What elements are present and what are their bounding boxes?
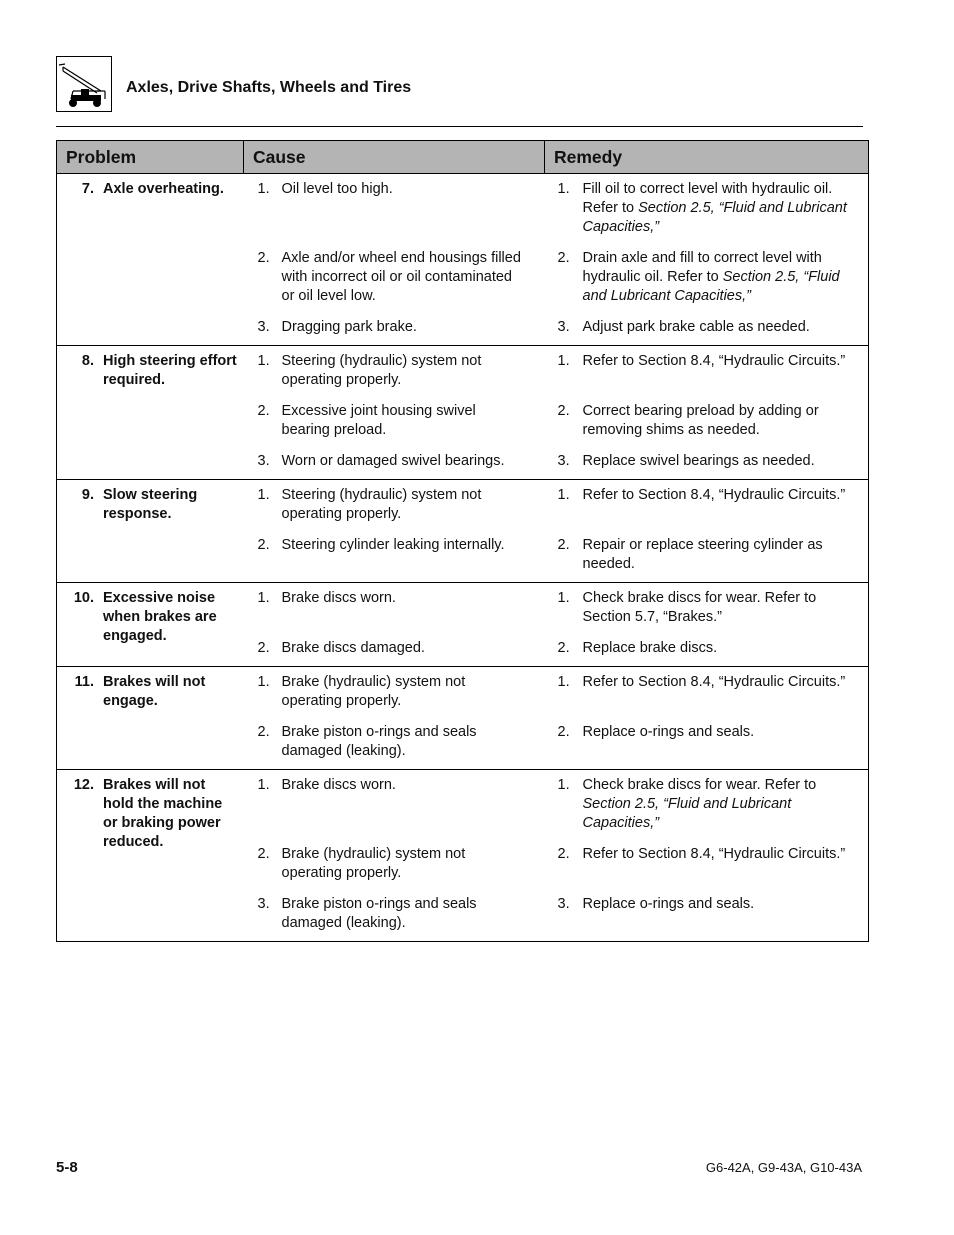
cause-item — [244, 845, 545, 883]
cause-item — [244, 452, 545, 471]
remedy-item — [545, 776, 869, 833]
remedy-cell — [545, 440, 869, 480]
problem-entry — [57, 486, 244, 524]
problem-entry — [57, 589, 244, 646]
remedy-text — [583, 845, 846, 864]
remedy-item — [545, 536, 869, 574]
remedy-body: Drain axle and fill to correct level with hydraulic oil. Refer to — [582, 250, 822, 285]
cause-text: Brake piston o-rings and seals damaged (leaking). — [281, 896, 477, 931]
remedy-cell — [545, 711, 869, 770]
remedy-item — [545, 845, 869, 864]
remedy-item — [545, 402, 869, 440]
remedy-body: Check brake discs for wear. Refer to — [582, 777, 817, 793]
remedy-number: 3. — [557, 319, 570, 335]
remedy-cell — [545, 174, 869, 238]
remedy-text — [583, 776, 861, 833]
problem-number: 12. — [73, 777, 94, 793]
cause-number: 1. — [257, 674, 270, 690]
remedy-body: Correct bearing preload by adding or removing shims as needed. — [582, 403, 819, 438]
cause-number: 2. — [257, 403, 270, 419]
section-logo — [56, 56, 112, 112]
problem-text: High steering effort required. — [103, 353, 237, 388]
cause-text: Steering cylinder leaking internally. — [281, 537, 505, 553]
cause-text: Brake piston o-rings and seals damaged (leaking). — [281, 724, 477, 759]
cause-text: Dragging park brake. — [281, 319, 417, 335]
cause-cell — [244, 770, 545, 834]
cause-cell — [244, 174, 545, 238]
column-header-cause: Cause — [244, 141, 545, 174]
telehandler-icon — [57, 57, 111, 111]
remedy-text — [583, 486, 846, 505]
remedy-cell — [545, 306, 869, 346]
column-header-remedy: Remedy — [545, 141, 869, 174]
remedy-item — [545, 486, 869, 505]
cause-number: 1. — [257, 487, 270, 503]
table-row — [57, 667, 869, 712]
cause-cell — [244, 346, 545, 391]
problem-number: 10. — [73, 590, 94, 606]
remedy-item — [545, 249, 869, 306]
table-body — [57, 174, 869, 942]
problem-text: Brakes will not engage. — [103, 674, 206, 709]
remedy-number: 2. — [557, 250, 570, 266]
cause-cell — [244, 440, 545, 480]
remedy-text — [583, 452, 815, 471]
remedy-number: 1. — [557, 777, 570, 793]
cause-number: 1. — [257, 353, 270, 369]
page-number: 5-8 — [56, 1159, 78, 1176]
problem-cell — [57, 770, 244, 942]
remedy-item — [545, 452, 869, 471]
cause-item — [244, 536, 545, 555]
remedy-text — [583, 318, 810, 337]
cause-cell — [244, 306, 545, 346]
remedy-cell — [545, 524, 869, 583]
table-row — [57, 346, 869, 391]
cause-item — [244, 895, 545, 933]
remedy-text — [583, 589, 861, 627]
cause-cell — [244, 627, 545, 667]
cause-item — [244, 589, 545, 608]
cause-cell — [244, 390, 545, 440]
remedy-cell — [545, 627, 869, 667]
remedy-number: 2. — [557, 724, 570, 740]
remedy-body: Refer to Section 8.4, “Hydraulic Circuits.” — [582, 846, 846, 862]
remedy-number: 2. — [557, 640, 570, 656]
problem-entry — [57, 673, 244, 711]
cause-number: 3. — [257, 453, 270, 469]
cause-cell — [244, 524, 545, 583]
remedy-cell — [545, 583, 869, 628]
remedy-body: Fill oil to correct level with hydraulic oil. Refer to — [582, 181, 833, 216]
remedy-cell — [545, 346, 869, 391]
remedy-text — [583, 895, 755, 914]
cause-number: 2. — [257, 640, 270, 656]
remedy-body: Replace brake discs. — [582, 640, 718, 656]
cause-item — [244, 318, 545, 337]
remedy-body: Check brake discs for wear. Refer to Section 5.7, “Brakes.” — [582, 590, 817, 625]
remedy-body: Refer to Section 8.4, “Hydraulic Circuits.” — [582, 487, 846, 503]
model-numbers: G6-42A, G9-43A, G10-43A — [705, 1160, 862, 1175]
cause-text: Brake discs worn. — [281, 590, 396, 606]
cause-number: 3. — [257, 319, 270, 335]
remedy-number: 1. — [557, 181, 570, 197]
remedy-number: 3. — [557, 896, 570, 912]
problem-text: Brakes will not hold the machine or braking power reduced. — [103, 777, 223, 850]
cause-item — [244, 352, 545, 390]
remedy-reference: Section 2.5, “Fluid and Lubricant Capacities,” — [582, 200, 847, 235]
remedy-body: Replace o-rings and seals. — [582, 896, 755, 912]
cause-number: 2. — [257, 846, 270, 862]
cause-text: Worn or damaged swivel bearings. — [281, 453, 505, 469]
problem-entry — [57, 352, 244, 390]
cause-cell — [244, 711, 545, 770]
cause-item — [244, 776, 545, 795]
problem-cell — [57, 480, 244, 583]
remedy-number: 2. — [557, 403, 570, 419]
remedy-text — [583, 536, 861, 574]
remedy-number: 2. — [557, 846, 570, 862]
cause-text: Steering (hydraulic) system not operating properly. — [281, 353, 482, 388]
cause-number: 2. — [257, 250, 270, 266]
table-header-row — [57, 141, 869, 174]
cause-text: Brake discs damaged. — [281, 640, 425, 656]
remedy-item — [545, 180, 869, 237]
cause-item — [244, 249, 545, 306]
remedy-number: 1. — [557, 487, 570, 503]
remedy-cell — [545, 667, 869, 712]
table-row — [57, 174, 869, 238]
remedy-text — [583, 723, 755, 742]
remedy-body: Refer to Section 8.4, “Hydraulic Circuits.” — [582, 674, 846, 690]
remedy-body: Repair or replace steering cylinder as needed. — [582, 537, 823, 572]
problem-entry — [57, 180, 244, 199]
remedy-item — [545, 589, 869, 627]
problem-number: 8. — [81, 353, 94, 369]
problem-cell — [57, 583, 244, 667]
problem-number: 11. — [74, 674, 94, 690]
remedy-item — [545, 639, 869, 658]
cause-item — [244, 639, 545, 658]
remedy-item — [545, 318, 869, 337]
problem-number: 7. — [81, 181, 94, 197]
cause-cell — [244, 833, 545, 883]
troubleshooting-table — [56, 140, 869, 942]
remedy-cell — [545, 480, 869, 525]
cause-cell — [244, 667, 545, 712]
table-row — [57, 583, 869, 628]
cause-text: Brake (hydraulic) system not operating properly. — [281, 674, 466, 709]
header-rule — [56, 126, 863, 127]
problem-number: 9. — [81, 487, 94, 503]
remedy-item — [545, 723, 869, 742]
section-title: Axles, Drive Shafts, Wheels and Tires — [126, 79, 412, 96]
cause-text: Oil level too high. — [281, 181, 393, 197]
cause-cell — [244, 237, 545, 306]
remedy-number: 1. — [557, 674, 570, 690]
cause-item — [244, 673, 545, 711]
remedy-text — [583, 639, 718, 658]
problem-cell — [57, 346, 244, 480]
remedy-body: Adjust park brake cable as needed. — [582, 319, 810, 335]
remedy-reference: Section 2.5, “Fluid and Lubricant Capacities,” — [582, 796, 792, 831]
remedy-number: 2. — [557, 537, 570, 553]
remedy-body: Refer to Section 8.4, “Hydraulic Circuits.” — [582, 353, 846, 369]
cause-number: 3. — [257, 896, 270, 912]
remedy-item — [545, 673, 869, 692]
remedy-body: Replace swivel bearings as needed. — [582, 453, 815, 469]
remedy-text — [583, 180, 861, 237]
cause-text: Excessive joint housing swivel bearing preload. — [281, 403, 476, 438]
cause-number: 1. — [257, 777, 270, 793]
remedy-number: 3. — [557, 453, 570, 469]
remedy-reference: Section 2.5, “Fluid and Lubricant Capacities,” — [582, 269, 840, 304]
remedy-body: Replace o-rings and seals. — [582, 724, 755, 740]
cause-number: 2. — [257, 537, 270, 553]
cause-number: 1. — [257, 181, 270, 197]
remedy-item — [545, 352, 869, 371]
remedy-cell — [545, 833, 869, 883]
cause-item — [244, 723, 545, 761]
problem-text: Axle overheating. — [103, 181, 224, 197]
remedy-text — [583, 673, 846, 692]
cause-item — [244, 402, 545, 440]
cause-text: Steering (hydraulic) system not operating properly. — [281, 487, 482, 522]
cause-item — [244, 180, 545, 199]
cause-number: 2. — [257, 724, 270, 740]
cause-item — [244, 486, 545, 524]
cause-text: Brake (hydraulic) system not operating properly. — [281, 846, 466, 881]
problem-text: Slow steering response. — [103, 487, 198, 522]
remedy-text — [583, 249, 861, 306]
problem-entry — [57, 776, 244, 852]
cause-cell — [244, 583, 545, 628]
remedy-number: 1. — [557, 353, 570, 369]
problem-cell — [57, 174, 244, 346]
problem-text: Excessive noise when brakes are engaged. — [103, 590, 217, 644]
cause-text: Axle and/or wheel end housings filled with incorrect oil or oil contaminated or oil level low. — [281, 250, 521, 304]
remedy-text — [583, 402, 861, 440]
cause-number: 1. — [257, 590, 270, 606]
remedy-number: 1. — [557, 590, 570, 606]
remedy-cell — [545, 770, 869, 834]
cause-cell — [244, 883, 545, 942]
table-row — [57, 480, 869, 525]
table-row — [57, 770, 869, 834]
remedy-text — [583, 352, 846, 371]
column-header-problem: Problem — [57, 141, 244, 174]
cause-cell — [244, 480, 545, 525]
cause-text: Brake discs worn. — [281, 777, 396, 793]
remedy-cell — [545, 883, 869, 942]
remedy-cell — [545, 237, 869, 306]
remedy-item — [545, 895, 869, 914]
problem-cell — [57, 667, 244, 770]
remedy-cell — [545, 390, 869, 440]
